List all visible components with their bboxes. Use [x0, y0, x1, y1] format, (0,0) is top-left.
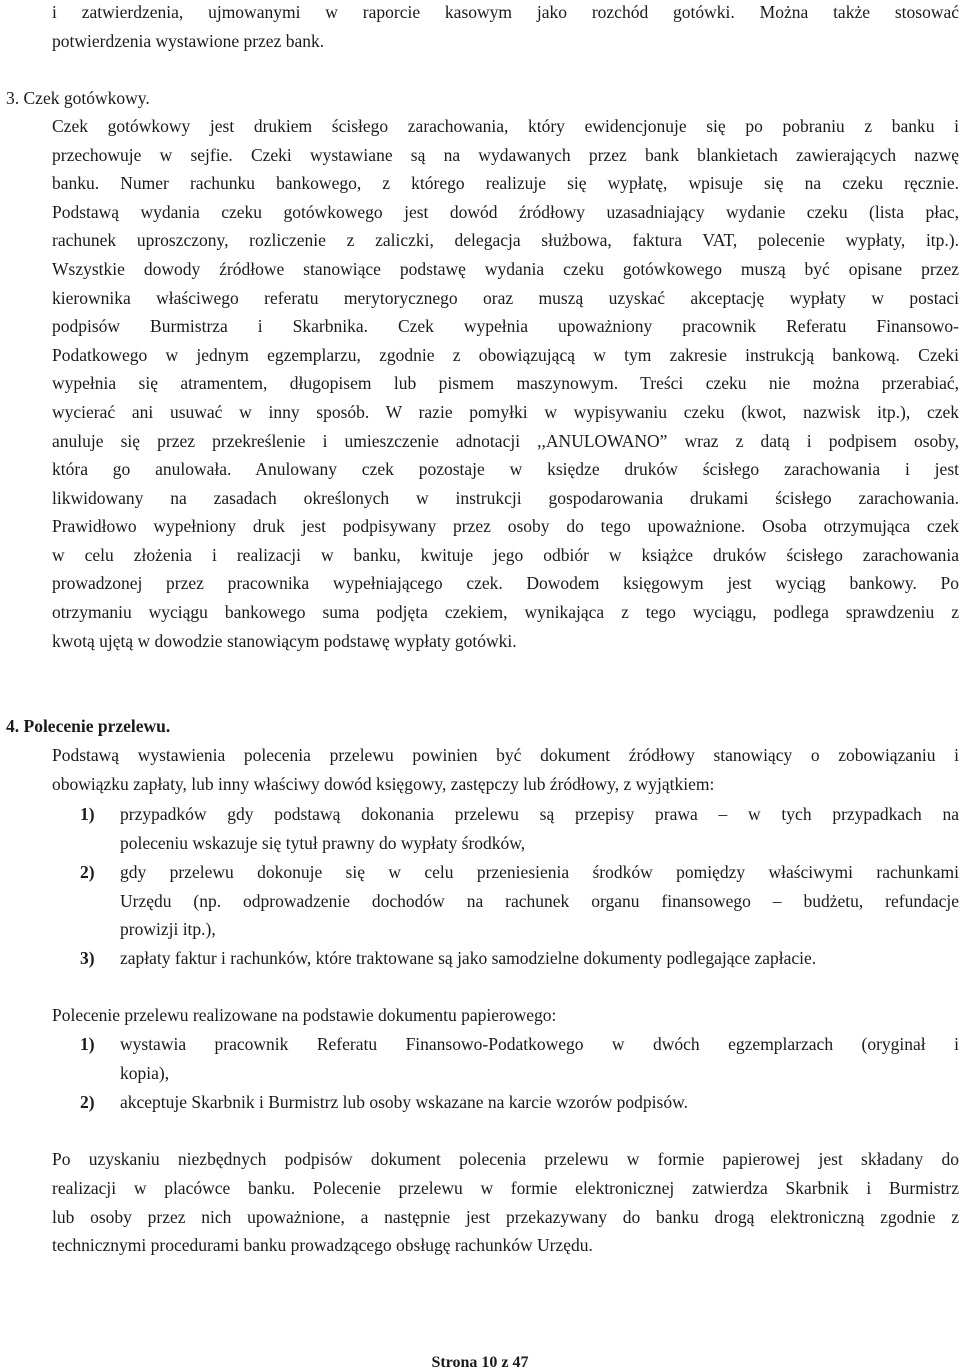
paragraph-line: prowadzonej przez pracownika wypełniającego czek. Dowodem księgowym jest wyciąg bankowy. Po: [52, 573, 959, 593]
paragraph-line: technicznymi procedurami banku prowadzącego obsługę rachunków Urzędu.: [52, 1235, 593, 1255]
paragraph-line: przechowuje w sejfie. Czeki wystawiane są na wydawanych przez bank blankietach zawierających nazwę: [52, 145, 959, 165]
paragraph-line: banku. Numer rachunku bankowego, z którego realizuje się wypłatę, wpisuje się na czeku ręcznie.: [52, 173, 959, 193]
paragraph-line: wypełnia się atramentem, długopisem lub pismem maszynowym. Treści czeku nie można przerabiać,: [52, 373, 959, 393]
paragraph-line: Po uzyskaniu niezbędnych podpisów dokument polecenia przelewu w formie papierowej jest składany do: [52, 1149, 959, 1169]
paragraph-line: kwotą ujętą w dowodzie stanowiącym podstawę wypłaty gotówki.: [52, 631, 517, 651]
list-item-line: wystawia pracownik Referatu Finansowo-Podatkowego w dwóch egzemplarzach (oryginał i: [120, 1034, 959, 1054]
paragraph-line: lub osoby przez nich upoważnione, a następnie jest przekazywany do banku drogą elektroniczną zgodnie z: [52, 1207, 959, 1227]
list-item-line: akceptuje Skarbnik i Burmistrz lub osoby wskazane na karcie wzorów podpisów.: [120, 1092, 688, 1112]
paragraph-line: anuluje się przez przekreślenie i umieszczenie adnotacji ,,ANULOWANO” wraz z datą i podpisem osoby,: [52, 431, 959, 451]
paragraph-line: Prawidłowo wypełniony druk jest podpisywany przez osoby do tego upoważnione. Osoba otrzymująca czek: [52, 516, 959, 536]
list-item-number: 1): [80, 804, 95, 824]
paragraph-line: Czek gotówkowy jest drukiem ścisłego zarachowania, który ewidencjonuje się po pobraniu z banku i: [52, 116, 959, 136]
list-item-number: 2): [80, 1092, 95, 1112]
section-heading-4: 4. Polecenie przelewu.: [6, 716, 171, 736]
paragraph-line: potwierdzenia wystawione przez bank.: [52, 31, 325, 51]
list-item-line: prowizji itp.),: [120, 919, 216, 939]
list-item-line: Urzędu (np. odprowadzenie dochodów na rachunek organu finansowego – budżetu, refundacje: [120, 891, 959, 911]
paragraph-line: obowiązku zapłaty, lub inny właściwy dowód księgowy, zastępczy lub źródłowy, z wyjątkiem:: [52, 774, 715, 794]
list-item-number: 1): [80, 1034, 95, 1054]
paragraph-line: Podatkowego w jednym egzemplarzu, zgodnie z obowiązującą w tym zakresie instrukcją bankową. Czeki: [52, 345, 959, 365]
paragraph-line: w celu złożenia i realizacji w banku, kwituje jego odbiór w książce druków ścisłego zarachowania: [52, 545, 959, 565]
paragraph-line: likwidowany na zasadach określonych w instrukcji gospodarowania drukami ścisłego zarachowania.: [52, 488, 959, 508]
list-item-line: poleceniu wskazuje się tytuł prawny do wypłaty środków,: [120, 833, 526, 853]
section-heading-3: 3. Czek gotówkowy.: [6, 88, 150, 108]
paragraph-line: która go anulowała. Anulowany czek pozostaje w księdze druków ścisłego zarachowania i jest: [52, 459, 959, 479]
page-number: Strona 10 z 47: [431, 1354, 529, 1371]
list-item-line: gdy przelewu dokonuje się w celu przeniesienia środków pomiędzy właściwymi rachunkami: [120, 862, 959, 882]
list-item-number: 2): [80, 862, 95, 882]
paragraph-line: podpisów Burmistrza i Skarbnika. Czek wypełnia upoważniony pracownik Referatu Finansowo-: [52, 316, 959, 336]
paragraph-line: i zatwierdzenia, ujmowanymi w raporcie kasowym jako rozchód gotówki. Można także stosować: [52, 2, 959, 22]
list-item-number: 3): [80, 948, 95, 968]
paragraph-line: Polecenie przelewu realizowane na podstawie dokumentu papierowego:: [52, 1005, 557, 1025]
paragraph-line: Wszystkie dowody źródłowe stanowiące podstawę wydania czeku gotówkowego muszą być opisane przez: [52, 259, 959, 279]
paragraph-line: realizacji w placówce banku. Polecenie przelewu w formie elektronicznej zatwierdza Skarbnik i Burmistrz: [52, 1178, 959, 1198]
paragraph-line: rachunek uproszczony, rozliczenie z zaliczki, delegacja służbowa, faktura VAT, polecenie wypłaty, itp.).: [52, 230, 959, 250]
paragraph-line: otrzymaniu wyciągu bankowego suma podjęta czekiem, wynikająca z tego wyciągu, podlega sprawdzeniu z: [52, 602, 959, 622]
paragraph-line: wycierać ani usuwać w inny sposób. W razie pomyłki w wypisywaniu czeku (kwot, nazwisk itp.), czek: [52, 402, 959, 422]
list-item-line: kopia),: [120, 1063, 170, 1083]
list-item-line: przypadków gdy podstawą dokonania przelewu są przepisy prawa – w tych przypadkach na: [120, 804, 959, 824]
paragraph-line: Podstawą wystawienia polecenia przelewu powinien być dokument źródłowy stanowiący o zobowiązaniu i: [52, 745, 959, 765]
list-item-line: zapłaty faktur i rachunków, które traktowane są jako samodzielne dokumenty podlegające zapłacie.: [120, 948, 817, 968]
paragraph-line: kierownika właściwego referatu merytorycznego oraz muszą uzyskać akceptację wypłaty w postaci: [52, 288, 959, 308]
paragraph-line: Podstawą wydania czeku gotówkowego jest dowód źródłowy uzasadniający wydanie czeku (lista płac,: [52, 202, 959, 222]
